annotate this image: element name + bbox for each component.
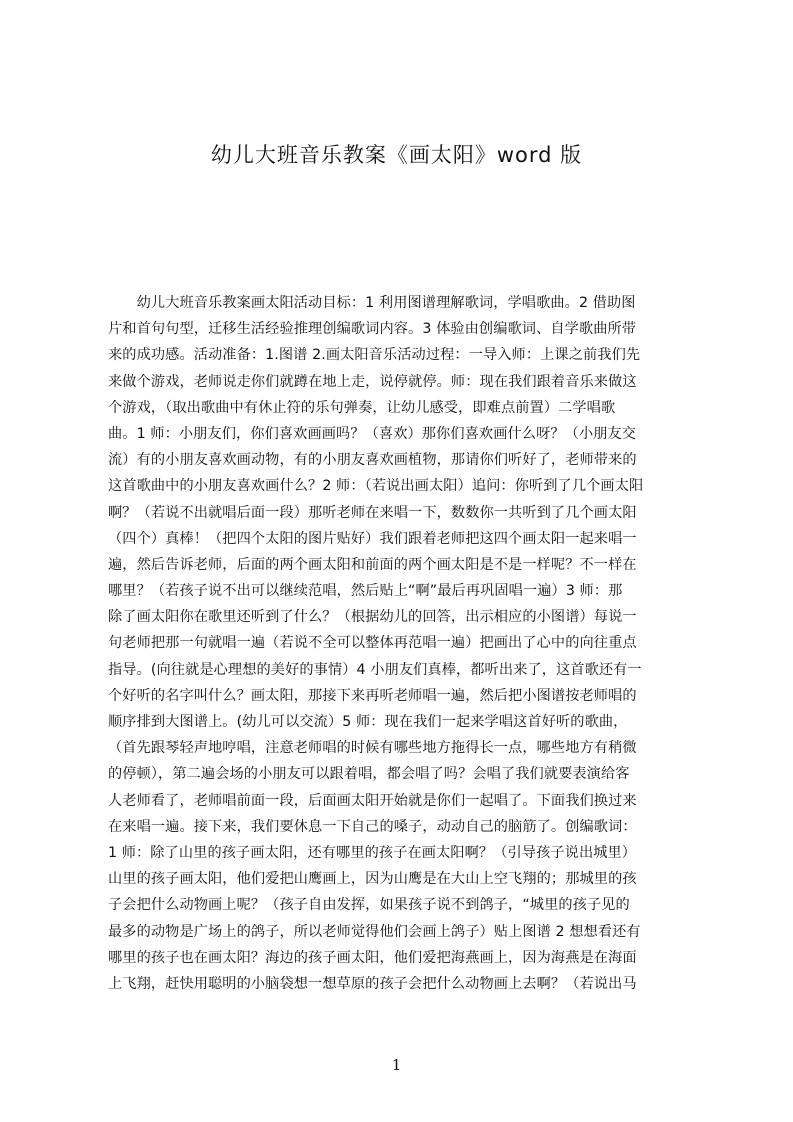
text-line: 来的成功感。活动准备：1.图谱 2.画太阳音乐活动过程：一导入师：上课之前我们先 [108,347,641,364]
text-line: 山里的孩子画太阳，他们爱把山鹰画上，因为山鹰是在大山上空飞翔的；那城里的孩 [108,871,637,888]
text-line: 幼儿大班音乐教案画太阳活动目标：1 利用图谱理解歌词，学唱歌曲。2 借助图 [108,295,636,311]
text-line: 这首歌曲中的小朋友喜欢画什么？2 师：（若说出画太阳）追问：你听到了几个画太阳 [108,478,644,495]
text-line: 人老师看了，老师唱前面一段，后面画太阳开始就是你们一起唱了。下面我们换过来 [108,792,637,809]
text-line: （四个）真棒！（把四个太阳的图片贴好）我们跟着老师把这四个画太阳一起来唱一 [108,530,637,547]
text-line: 指导。(向往就是心理想的美好的事情）4 小朋友们真棒，都听出来了，这首歌还有一 [108,661,642,678]
text-line: 哪里的孩子也在画太阳？海边的孩子画太阳，他们爱把海燕画上，因为海燕是在海面 [108,949,637,966]
text-line: 个好听的名字叫什么？画太阳，那接下来再听老师唱一遍，然后把小图谱按老师唱的 [108,687,637,704]
text-line: 个游戏，（取出歌曲中有休止符的乐句弹奏，让幼儿感受，即难点前置）二学唱歌 [108,399,616,416]
text-line: 句老师把那一句就唱一遍（若说不全可以整体再范唱一遍）把画出了心中的向往重点 [108,635,637,652]
text-line: 的停顿），第二遍会场的小朋友可以跟着唱，都会唱了吗？会唱了我们就要表演给客 [108,766,630,783]
text-line: 来做个游戏，老师说走你们就蹲在地上走，说停就停。师：现在我们跟着音乐来做这 [108,373,637,390]
page-number: 1 [391,1056,402,1074]
body-paragraph [108,290,700,997]
text-line: （首先跟琴轻声地哼唱，注意老师唱的时候有哪些地方拖得长一点，哪些地方有稍微 [108,740,637,757]
document-title: 幼儿大班音乐教案《画太阳》word 版 [210,143,583,167]
text-line: 遍，然后告诉老师，后面的两个画太阳和前面的两个画太阳是不是一样呢？不一样在 [108,556,637,573]
text-line: 曲。1 师：小朋友们，你们喜欢画画吗？（喜欢）那你们喜欢画什么呀？（小朋友交 [108,425,637,442]
text-line: 1 师：除了山里的孩子画太阳，还有哪里的孩子在画太阳啊？（引导孩子说出城里） [108,844,637,861]
text-line: 顺序排到大图谱上。(幼儿可以交流）5 师：现在我们一起来学唱这首好听的歌曲， [108,714,628,730]
text-line: 除了画太阳你在歌里还听到了什么？（根据幼儿的回答，出示相应的小图谱）每说一 [108,609,637,626]
text-line: 子会把什么动物画上呢？（孩子自由发挥，如果孩子说不到鸽子，“城里的孩子见的 [108,897,630,914]
text-line: 在来唱一遍。接下来，我们要休息一下自己的嗓子，动动自己的脑筋了。创编歌词： [108,818,637,835]
text-line: 哪里？（若孩子说不出可以继续范唱，然后贴上“啊”最后再巩固唱一遍）3 师：那 [108,583,623,600]
text-line: 啊？（若说不出就唱后面一段）那听老师在来唱一下，数数你一共听到了几个画太阳 [108,504,637,521]
text-line: 最多的动物是广场上的鸽子，所以老师觉得他们会画上鸽子）贴上图谱 2 想想看还有 [108,923,641,940]
text-line: 流）有的小朋友喜欢画动物，有的小朋友喜欢画植物，那请你们听好了，老师带来的 [108,452,637,469]
text-line: 上飞翔，赶快用聪明的小脑袋想一想草原的孩子会把什么动物画上去啊？（若说出马 [108,975,637,992]
text-line: 片和首句句型，迁移生活经验推理创编歌词内容。3 体验由创编歌词、自学歌曲所带 [108,321,637,338]
